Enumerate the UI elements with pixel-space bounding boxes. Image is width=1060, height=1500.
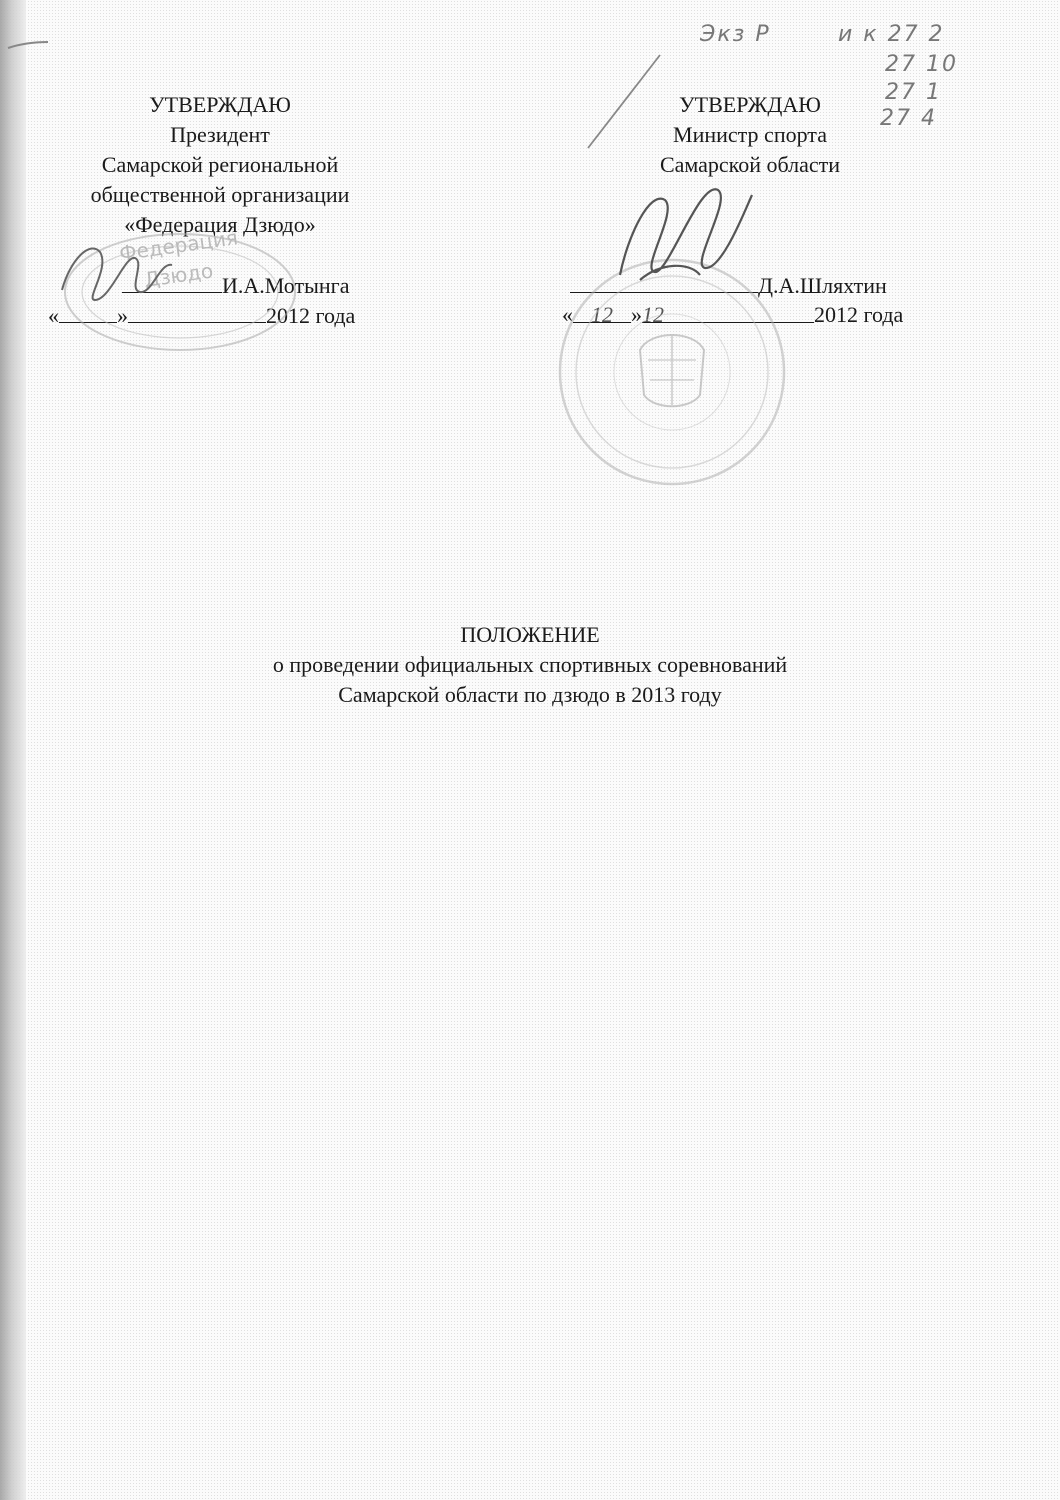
left-date-year: 2012 года	[266, 303, 356, 328]
handwritten-note-line1: Экз Р	[700, 22, 771, 47]
left-stamp-text-1: Федерация	[117, 225, 240, 266]
left-signature-blank	[122, 270, 222, 293]
document-title-block	[130, 620, 930, 710]
left-signature-line	[122, 270, 349, 301]
left-date-close-quote: »	[117, 303, 128, 328]
left-stamp-text-2: Дзюдо	[142, 258, 215, 292]
right-signer-name: Д.А.Шляхтин	[758, 273, 887, 298]
left-approver-position: Президент	[170, 122, 270, 147]
handwritten-note-line5: 27 4	[880, 106, 937, 131]
left-org-line3: «Федерация Дзюдо»	[124, 212, 316, 237]
right-signature	[620, 189, 752, 280]
right-date-month: 12	[642, 300, 814, 323]
right-date-close-quote: »	[631, 302, 642, 327]
document-heading: ПОЛОЖЕНИЕ	[460, 622, 600, 647]
left-date-month-blank	[128, 300, 266, 323]
left-date-day-blank	[59, 300, 117, 323]
handwritten-note-line2: и к 27 2	[838, 22, 945, 47]
right-org-line1: Самарской области	[659, 152, 841, 177]
right-date-open-quote: «	[562, 302, 573, 327]
left-approval-block	[40, 90, 400, 240]
scan-edge-shadow	[0, 0, 26, 1500]
handwritten-note-line4: 27 1	[885, 80, 942, 105]
right-approver-position: Министр спорта	[673, 122, 827, 147]
right-date-line	[562, 300, 903, 330]
left-org-line1: Самарской региональной	[101, 152, 339, 177]
left-date-open-quote: «	[48, 303, 59, 328]
document-subtitle-line2: Самарской области по дзюдо в 2013 году	[338, 682, 722, 707]
left-signer-name: И.А.Мотынга	[222, 273, 350, 298]
right-date-day: 12	[573, 300, 631, 323]
handwritten-note-line3: 27 10	[885, 52, 958, 77]
document-subtitle-line1: о проведении официальных спортивных соревнований	[272, 652, 788, 677]
left-org-line2: общественной организации	[90, 182, 350, 207]
left-date-line	[48, 300, 355, 331]
right-approve-heading: УТВЕРЖДАЮ	[679, 92, 821, 117]
right-approval-block	[570, 90, 930, 180]
left-approve-heading: УТВЕРЖДАЮ	[149, 92, 291, 117]
right-date-year: 2012 года	[814, 302, 904, 327]
right-signature-blank	[570, 270, 758, 293]
right-signature-line	[570, 270, 887, 301]
